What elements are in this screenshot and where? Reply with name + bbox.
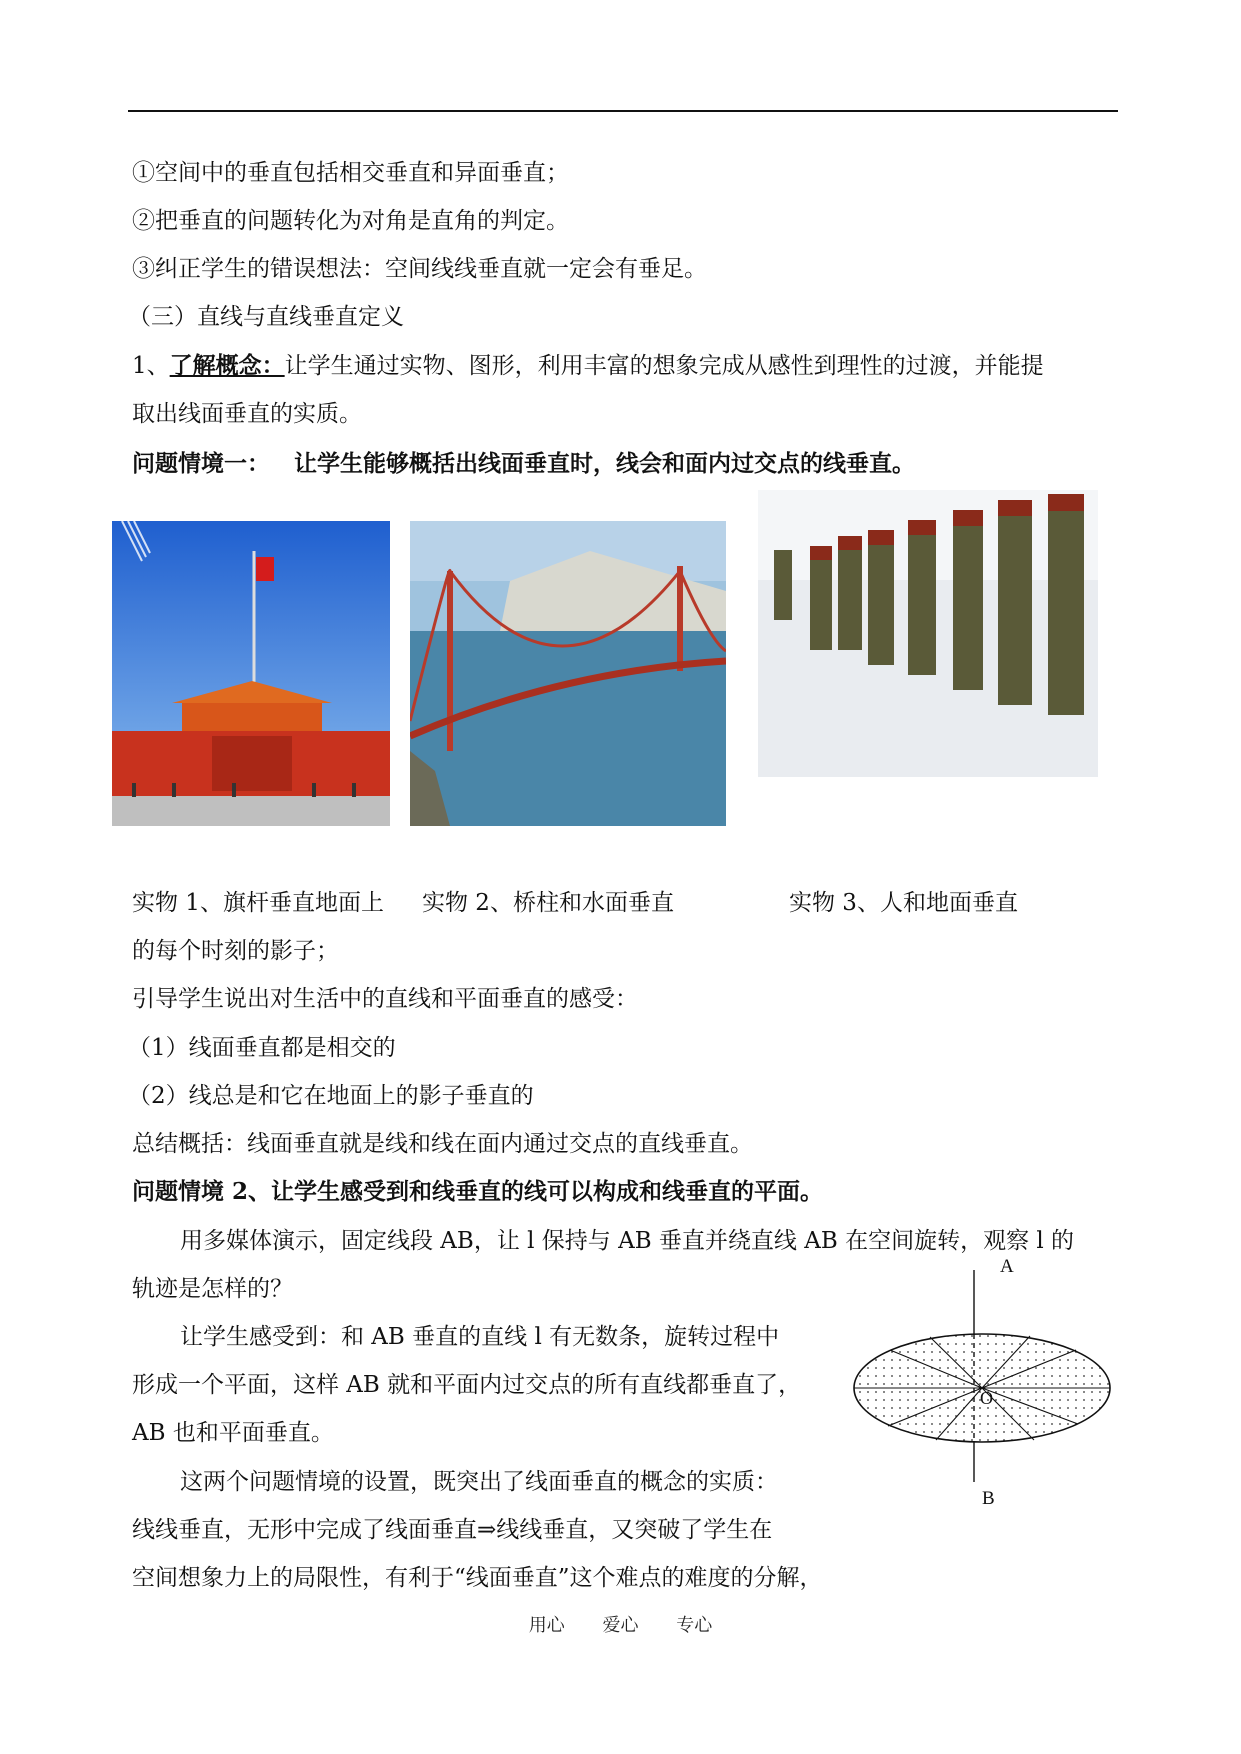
text-line-2: ②把垂直的问题转化为对角是直角的判定。 bbox=[132, 208, 569, 234]
footer-word-1: 用心 bbox=[528, 1615, 565, 1636]
text-line-17: 形成一个平面，这样 AB 就和平面内过交点的所有直线都垂直了， bbox=[132, 1372, 802, 1398]
header-rule bbox=[128, 110, 1118, 112]
caption-1-continued: 的每个时刻的影子； bbox=[132, 938, 339, 964]
text-line-3: ③纠正学生的错误想法：空间线线垂直就一定会有垂足。 bbox=[132, 256, 707, 282]
problem-scenario-2: 问题情境 2、让学生感受到和线垂直的线可以构成和线垂直的平面。 bbox=[132, 1178, 824, 1205]
feeling-1: （1）线面垂直都是相交的 bbox=[128, 1035, 396, 1061]
text-line-20: 线线垂直，无形中完成了线面垂直⇒线线垂直，又突破了学生在 bbox=[132, 1517, 773, 1543]
text-line-14: 用多媒体演示，固定线段 AB，让 l 保持与 AB 垂直并绕直线 AB 在空间旋转，观察 l 的 bbox=[180, 1228, 1075, 1254]
text-line-21: 空间想象力上的局限性，有利于“线面垂直”这个难点的难度的分解， bbox=[132, 1565, 823, 1591]
label-o: O bbox=[980, 1388, 993, 1408]
item-number: 1、 bbox=[132, 353, 170, 379]
label-a: A bbox=[1000, 1256, 1014, 1277]
section-heading: （三）直线与直线垂直定义 bbox=[128, 304, 404, 330]
text-line-16: 让学生感受到：和 AB 垂直的直线 l 有无数条，旋转过程中 bbox=[180, 1324, 780, 1350]
text-line-6: 取出线面垂直的实质。 bbox=[132, 401, 362, 427]
caption-1: 实物 1、旗杆垂直地面上 bbox=[132, 890, 384, 916]
label-b: B bbox=[982, 1488, 995, 1509]
text-line-19: 这两个问题情境的设置，既突出了线面垂直的概念的实质： bbox=[180, 1469, 778, 1495]
caption-3: 实物 3、人和地面垂直 bbox=[789, 890, 1018, 916]
text-line-9: 引导学生说出对生活中的直线和平面垂直的感受： bbox=[132, 986, 638, 1012]
concept-text: 让学生通过实物、图形，利用丰富的想象完成从感性到理性的过渡，并能提 bbox=[284, 353, 1044, 379]
text-line-1: ①空间中的垂直包括相交垂直和异面垂直； bbox=[132, 160, 569, 186]
feeling-2: （2）线总是和它在地面上的影子垂直的 bbox=[128, 1083, 534, 1109]
text-line-18: AB 也和平面垂直。 bbox=[132, 1420, 334, 1446]
text-line-5 bbox=[132, 351, 1044, 381]
soldiers-illustration bbox=[758, 490, 1098, 777]
problem-scenario-1: 问题情境一： 让学生能够概括出线面垂直时，线会和面内过交点的线垂直。 bbox=[132, 450, 916, 477]
footer-word-2: 爱心 bbox=[602, 1615, 639, 1636]
footer-word-3: 专心 bbox=[676, 1615, 713, 1636]
summary-line: 总结概括：线面垂直就是线和线在面内通过交点的直线垂直。 bbox=[132, 1131, 753, 1157]
bridge-photo bbox=[410, 521, 726, 826]
page-footer bbox=[0, 1611, 1241, 1637]
text-line-15: 轨迹是怎样的？ bbox=[132, 1276, 293, 1302]
concept-term: 了解概念： bbox=[169, 352, 285, 379]
flagpole-photo bbox=[112, 521, 390, 826]
perpendicular-plane-diagram bbox=[850, 1256, 1120, 1510]
caption-2: 实物 2、桥柱和水面垂直 bbox=[422, 890, 674, 916]
soldiers-photo bbox=[758, 490, 1098, 777]
bridge-illustration bbox=[410, 521, 726, 826]
flagpole-illustration bbox=[112, 521, 390, 826]
